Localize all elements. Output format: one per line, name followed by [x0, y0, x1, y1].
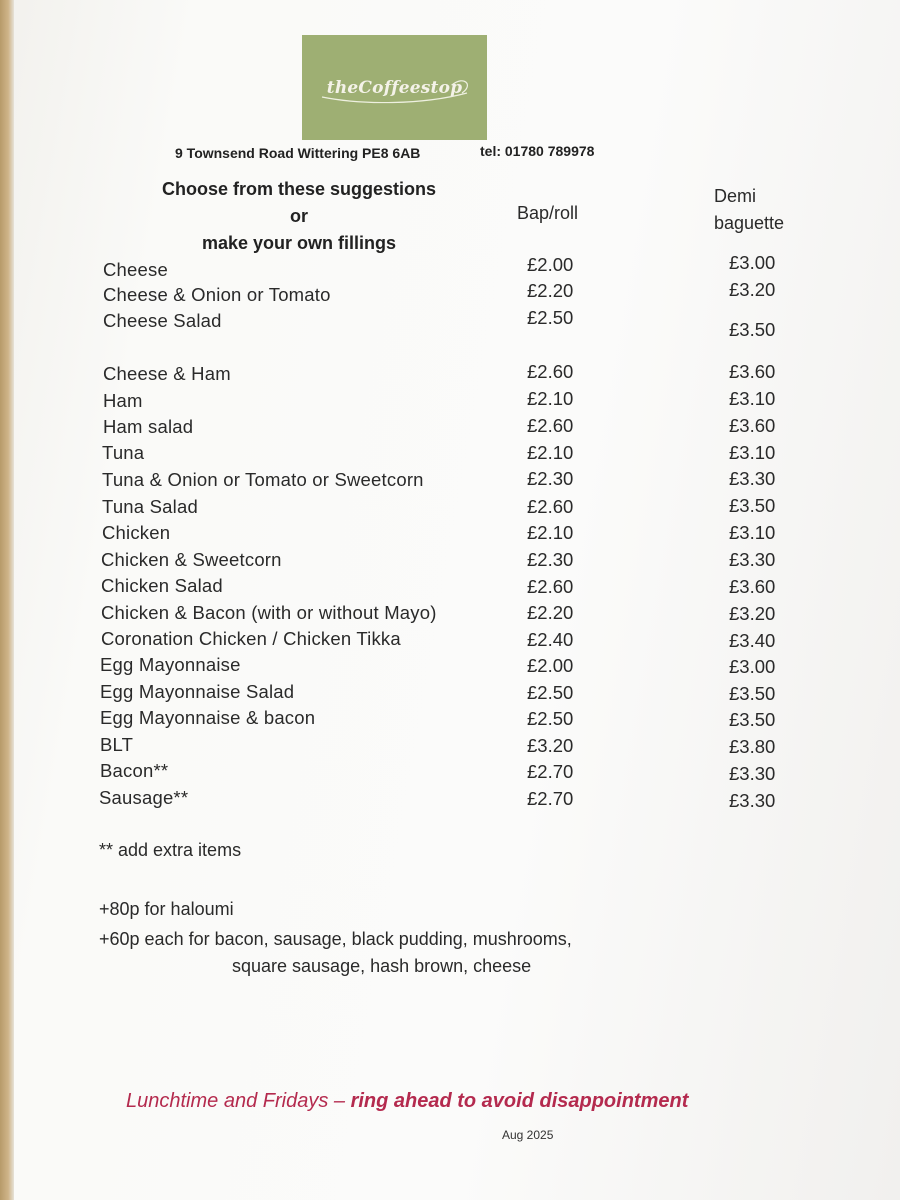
item-price-bap: £2.10 [527, 442, 574, 463]
column-header-demi-line2: baguette [714, 213, 785, 233]
footer-notice [126, 1090, 688, 1113]
item-price-bap: £2.10 [527, 522, 574, 543]
item-price-demi: £3.30 [729, 763, 776, 784]
logo-text: theCoffeestop [326, 77, 463, 98]
extras-line-2: square sausage, hash brown, cheese [232, 956, 532, 976]
item-name: Chicken & Bacon (with or without Mayo) [101, 602, 437, 623]
coffee-stop-logo [302, 35, 487, 140]
item-price-bap: £2.60 [527, 496, 574, 517]
intro-text [140, 176, 458, 257]
address: 9 Townsend Road Wittering PE8 6AB [175, 145, 421, 161]
menu-row [0, 469, 900, 495]
item-price-bap: £2.60 [527, 415, 574, 436]
item-price-demi: £3.50 [729, 319, 776, 340]
item-price-demi: £3.30 [729, 549, 776, 570]
item-name: Tuna Salad [102, 496, 198, 517]
menu-row [0, 575, 900, 601]
item-price-bap: £2.60 [527, 361, 574, 382]
item-name: Chicken & Sweetcorn [101, 549, 282, 570]
menu-row [0, 389, 900, 415]
item-name: Coronation Chicken / Chicken Tikka [101, 628, 401, 649]
extras-line-1: +60p each for bacon, sausage, black pudding, mushrooms, [99, 929, 572, 949]
item-price-demi: £3.40 [729, 630, 776, 651]
item-price-bap: £2.50 [527, 307, 574, 328]
menu-row [0, 548, 900, 574]
intro-line-3: make your own fillings [201, 233, 397, 253]
menu-row [0, 496, 900, 522]
item-price-demi: £3.60 [729, 576, 776, 597]
intro-line-2: or [290, 206, 308, 226]
item-price-bap: £2.50 [527, 708, 574, 729]
item-name: Cheese & Onion or Tomato [103, 284, 331, 305]
footer-notice-regular: Lunchtime and Fridays – [126, 1090, 351, 1112]
item-price-bap: £2.50 [527, 682, 574, 703]
item-name: Egg Mayonnaise & bacon [100, 707, 316, 728]
item-price-bap: £2.60 [527, 576, 574, 597]
menu-row [0, 760, 900, 786]
item-price-bap: £2.00 [527, 655, 574, 676]
item-name: Cheese & Ham [103, 363, 231, 384]
item-price-bap: £2.20 [527, 602, 574, 623]
column-header-demi [714, 183, 784, 237]
item-name: BLT [100, 734, 134, 755]
item-price-bap: £2.00 [527, 254, 574, 275]
item-name: Chicken [102, 522, 171, 543]
logo-swirl-decoration [302, 35, 487, 140]
item-price-demi: £3.30 [729, 468, 776, 489]
menu-row [0, 307, 900, 340]
menu-row [0, 734, 900, 760]
menu-row [0, 628, 900, 654]
menu-row [0, 787, 900, 813]
item-name: Egg Mayonnaise Salad [100, 681, 295, 702]
item-price-bap: £2.10 [527, 388, 574, 409]
menu-row [0, 362, 900, 388]
item-price-demi: £3.10 [729, 442, 776, 463]
item-price-demi: £3.00 [729, 656, 776, 677]
item-price-demi: £3.60 [729, 361, 776, 382]
item-name: Tuna [102, 442, 145, 463]
item-price-demi: £3.50 [729, 709, 776, 730]
item-name: Tuna & Onion or Tomato or Sweetcorn [102, 469, 424, 490]
item-price-demi: £3.10 [729, 522, 776, 543]
item-price-demi: £3.10 [729, 388, 776, 409]
item-name: Ham [103, 390, 143, 411]
item-price-bap: £3.20 [527, 735, 574, 756]
menu-row [0, 522, 900, 548]
menu-row [0, 279, 900, 309]
item-price-demi: £3.60 [729, 415, 776, 436]
menu-row [0, 681, 900, 707]
item-name: Chicken Salad [101, 575, 223, 596]
phone-number: tel: 01780 789978 [480, 143, 595, 159]
footer-notice-bold: ring ahead to avoid disappointment [350, 1090, 689, 1112]
item-name: Bacon** [100, 760, 169, 781]
menu-row [0, 601, 900, 627]
item-price-bap: £2.40 [527, 629, 574, 650]
item-price-demi: £3.50 [729, 683, 776, 704]
column-header-demi-line1: Demi [714, 186, 757, 206]
menu-row [0, 416, 900, 442]
item-price-demi: £3.00 [729, 252, 776, 273]
menu-row [0, 443, 900, 469]
item-name: Sausage** [99, 787, 189, 808]
column-header-bap: Bap/roll [517, 203, 579, 223]
item-price-demi: £3.50 [729, 495, 776, 516]
menu-row [0, 654, 900, 680]
item-price-bap: £2.70 [527, 761, 574, 782]
item-price-demi: £3.80 [729, 736, 776, 757]
extras-heading: ** add extra items [99, 840, 242, 860]
item-price-bap: £2.30 [527, 549, 574, 570]
item-price-bap: £2.20 [527, 280, 574, 301]
menu-row [0, 707, 900, 733]
item-name: Cheese Salad [103, 310, 222, 331]
intro-line-1: Choose from these suggestions [161, 179, 437, 199]
item-price-bap: £2.70 [527, 788, 574, 809]
item-name: Egg Mayonnaise [100, 654, 241, 675]
item-price-demi: £3.30 [729, 790, 776, 811]
item-name: Ham salad [103, 416, 194, 437]
menu-date: Aug 2025 [502, 1128, 554, 1142]
item-price-bap: £2.30 [527, 468, 574, 489]
item-price-demi: £3.20 [729, 279, 776, 300]
item-name: Cheese [103, 259, 168, 280]
item-price-demi: £3.20 [729, 603, 776, 624]
haloumi-note: +80p for haloumi [99, 899, 234, 919]
